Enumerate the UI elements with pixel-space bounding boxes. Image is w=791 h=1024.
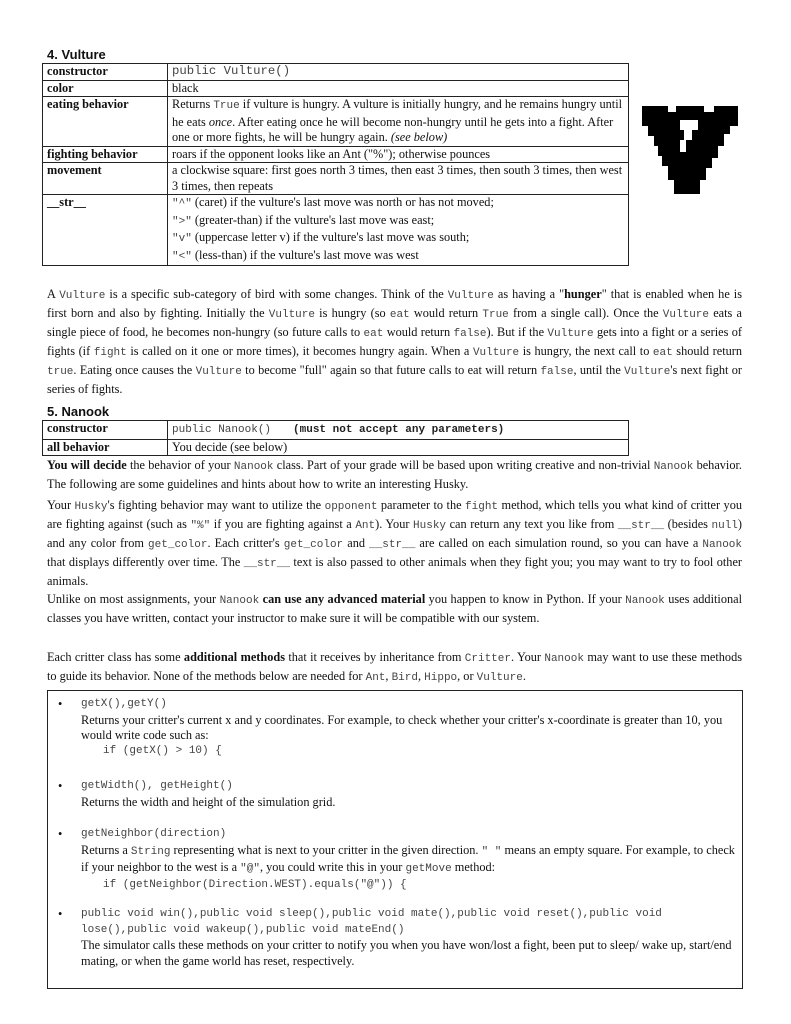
table-row [43,439,629,456]
text: you happen to know in Python. If your [425,592,626,606]
row-value [168,421,629,440]
text: . Eating once causes the [73,363,196,377]
text: , [385,669,392,683]
code-example: if (getX() > 10) { [103,744,222,757]
vulture-spec-table [42,63,629,266]
row-value: public Vulture() [168,64,629,81]
text: if you are fighting against a [210,517,356,531]
row-key: fighting behavior [43,146,168,163]
code-text: " " [481,845,502,858]
method-description: Returns your critter's current x and y coordinates. For example, to check whether your critter's x-coordinate is greater than 10, you would write code such as: [81,712,723,742]
code-text: __str__ [617,520,665,532]
str-line [172,213,624,231]
table-row [43,97,629,147]
list-item [48,907,738,969]
code-text: true [47,366,74,378]
row-key: eating behavior [43,97,168,147]
text: may want to use these methods to guide its behavior. None of the methods below are needed for [47,650,743,683]
vulture-heading: 4. Vulture [47,47,106,62]
text: from a single call). Once the [508,306,663,320]
nanook-heading: 5. Nanook [47,404,110,419]
methods-box [47,690,743,989]
code-text: Ant [365,672,386,684]
code-text: Husky [74,501,108,513]
text: and [343,536,370,550]
row-value [168,97,629,147]
code-text: eat [389,309,410,321]
text: is hungry, the next call to [519,344,653,358]
text: gets into a fight or a series of fights (if [47,325,742,358]
row-key: all behavior [43,439,168,456]
text: is called on it one or more times), it becomes hungry again. When a [126,344,473,358]
row-value: black [168,80,629,97]
text: , [417,669,425,683]
code-text: True [482,309,509,321]
text: (besides [664,517,712,531]
code-text: __str__ [243,558,290,570]
code-text: Critter [464,653,511,665]
text: can return any text you like from [446,517,618,531]
text: Returns [172,97,214,111]
text: that displays differently over time. The [47,555,244,569]
text: to become "full" again so that future calls to eat will return [241,363,541,377]
text: A [47,287,60,301]
text: as having a " [493,287,565,301]
text: ) and any color from [47,517,743,550]
constructor-note: (must not accept any parameters) [293,424,505,436]
method-signature: getNeighbor(direction) [81,828,227,840]
text: text is also passed to other animals when they fight you; you may want to try to fool other animals. [47,555,743,588]
code-text: Nanook [625,595,665,607]
vulture-description [47,286,742,398]
code-text: Vulture [476,672,523,684]
list-item [48,779,738,810]
method-signature: getX(),getY() [81,698,167,710]
text: are called on each simulation round, so you can have a [415,536,703,550]
row-key: movement [43,163,168,195]
row-key: constructor [43,421,168,440]
text: . [522,669,526,683]
str-line [172,195,624,213]
text: class. Part of your grade will be based upon writing creative and non-trivial [273,458,654,472]
code-text: get_color [283,539,344,551]
nanook-paragraph-2 [47,497,742,590]
text: is a specific sub-category of bird with some changes. Think of the [105,287,448,301]
bullet: • [58,779,63,793]
text: ). But if the [486,325,548,339]
text: (less-than) if the vulture's last move was west [191,247,419,262]
text: , until the [573,363,625,377]
text: method: [451,860,496,874]
code-text: True [213,100,240,112]
bold-text: You will decide [47,458,127,472]
method-description: The simulator calls these methods on your critter to notify you when you have won/lost a fight, been put to sleep/ wake up, start/end mating, or when the game world has reset, respectively. [81,938,732,968]
text: (greater-than) if the vulture's last move was east; [191,212,435,227]
text: Your [47,498,75,512]
code-text: eat [652,347,673,359]
code-text: public Nanook() [172,424,272,436]
text: is hungry (so [314,306,390,320]
bullet: • [58,697,63,711]
text: ). Your [375,517,414,531]
code-text: ">" [172,215,192,228]
code-text: Nanook [653,461,694,473]
table-row [43,163,629,195]
text: the behavior of your [126,458,234,472]
table-row [43,195,629,266]
list-item [48,827,738,893]
text: , or [457,669,477,683]
str-line [172,248,624,266]
text: if vulture is hungry. A vulture is initially hungry, and he remains hungry until he eats [172,97,623,129]
code-text: fight [93,347,127,359]
table-row [43,421,629,440]
nanook-paragraph-1 [47,457,742,493]
method-signature: getWidth(), getHeight() [81,780,233,792]
text: means an empty square. For example, to check if your neighbor to the west is a [81,842,735,874]
code-text: Vulture [472,347,520,359]
code-text: null [711,520,738,532]
table-row [43,64,629,81]
bullet: • [58,907,63,921]
code-text: false [540,366,574,378]
text: representing what is next to your critter in the given direction. [170,842,482,857]
text: Returns a [81,842,131,857]
row-value: a clockwise square: first goes north 3 times, then east 3 times, then south 3 times, then west 3 times, then repeats [168,163,629,195]
row-key: constructor [43,64,168,81]
code-text: String [130,845,171,858]
row-value [168,195,629,266]
text: would return [383,325,454,339]
table-row [43,80,629,97]
code-text: Bird [391,672,418,684]
emphasis: once [208,114,233,129]
code-text: Hippo [424,672,458,684]
text: would return [409,306,483,320]
code-text: "<" [172,250,192,263]
code-text: Husky [413,520,447,532]
code-text: Vulture [59,290,106,302]
text: method, which tells you what kind of critter you are fighting against (such as [47,498,742,531]
code-text: Vulture [447,290,494,302]
text: . After eating once he will become non-hungry until he gets into a fight. After one or more fights, he will be hungry again. [172,114,614,144]
text: 's next fight or series of fights. [47,363,743,396]
table-row [43,146,629,163]
row-value: roars if the opponent looks like an Ant ("%"); otherwise pounces [168,146,629,163]
bold-text: hunger [564,287,602,301]
text: that it receives by inheritance from [284,650,465,664]
code-text: Vulture [624,366,671,378]
code-example: if (getNeighbor(Direction.WEST).equals("@")) { [103,878,407,891]
text: (caret) if the vulture's last move was north or has not moved; [191,195,494,209]
row-value: You decide (see below) [168,439,629,456]
text: . Each critter's [207,536,284,550]
code-text: Vulture [195,366,242,378]
code-text: Nanook [544,653,584,665]
code-text: __str__ [369,539,416,551]
str-line [172,230,624,248]
nanook-spec-table [42,420,629,456]
row-key: color [43,80,168,97]
text: Unlike on most assignments, your [47,592,220,606]
method-signature: public void win(),public void sleep(),public void mate(),public void reset(),public void lose(),public void wakeup(),public void mateEnd() [81,908,662,936]
code-text: Nanook [233,461,274,473]
code-text: eat [363,328,384,340]
bold-text: can use any advanced material [262,592,426,606]
text: uses additional classes you have written, contact your instructor to make sure it will be compatible with our system. [47,592,742,625]
text: should return [672,344,742,358]
list-item [48,697,738,759]
code-text: fight [465,501,499,513]
code-text: getMove [405,863,452,875]
text: 's fighting behavior may want to utilize the [107,498,325,512]
code-text: get_color [148,539,208,551]
text: , you could write this in your [259,860,406,874]
text: (uppercase letter v) if the vulture's last move was south; [191,230,470,244]
text: eats a single piece of food, he becomes non-hungry (so future calls to [47,306,742,339]
emphasis: (see below) [390,130,448,144]
code-text: Vulture [547,328,594,340]
code-text: false [453,328,487,340]
code-text: Ant [355,520,376,532]
nanook-paragraph-3 [47,591,742,627]
bold-text: additional methods [183,650,285,664]
text: " that is enabled when he is first born and also by fighting. Initially the [47,287,742,320]
method-description: Returns the width and height of the simulation grid. [81,794,336,809]
code-text: Vulture [662,309,710,321]
method-description [81,843,738,878]
text: behavior. The following are some guidelines and hints about how to write an interesting Husky. [47,458,742,491]
code-text: "%" [190,520,211,532]
row-key: __str__ [43,195,168,266]
code-text: "@" [240,863,260,875]
vulture-v-icon [634,100,744,200]
code-text: Vulture [268,309,315,321]
nanook-paragraph-4 [47,649,742,687]
code-text: Nanook [219,595,260,607]
text: Each critter class has some [47,650,184,664]
code-text: "^" [172,198,192,210]
code-text: opponent [324,501,378,513]
bullet: • [58,827,63,841]
text: . Your [511,650,545,664]
text: parameter to the [377,498,466,512]
code-text: Nanook [702,539,742,551]
code-text: "v" [172,233,192,245]
